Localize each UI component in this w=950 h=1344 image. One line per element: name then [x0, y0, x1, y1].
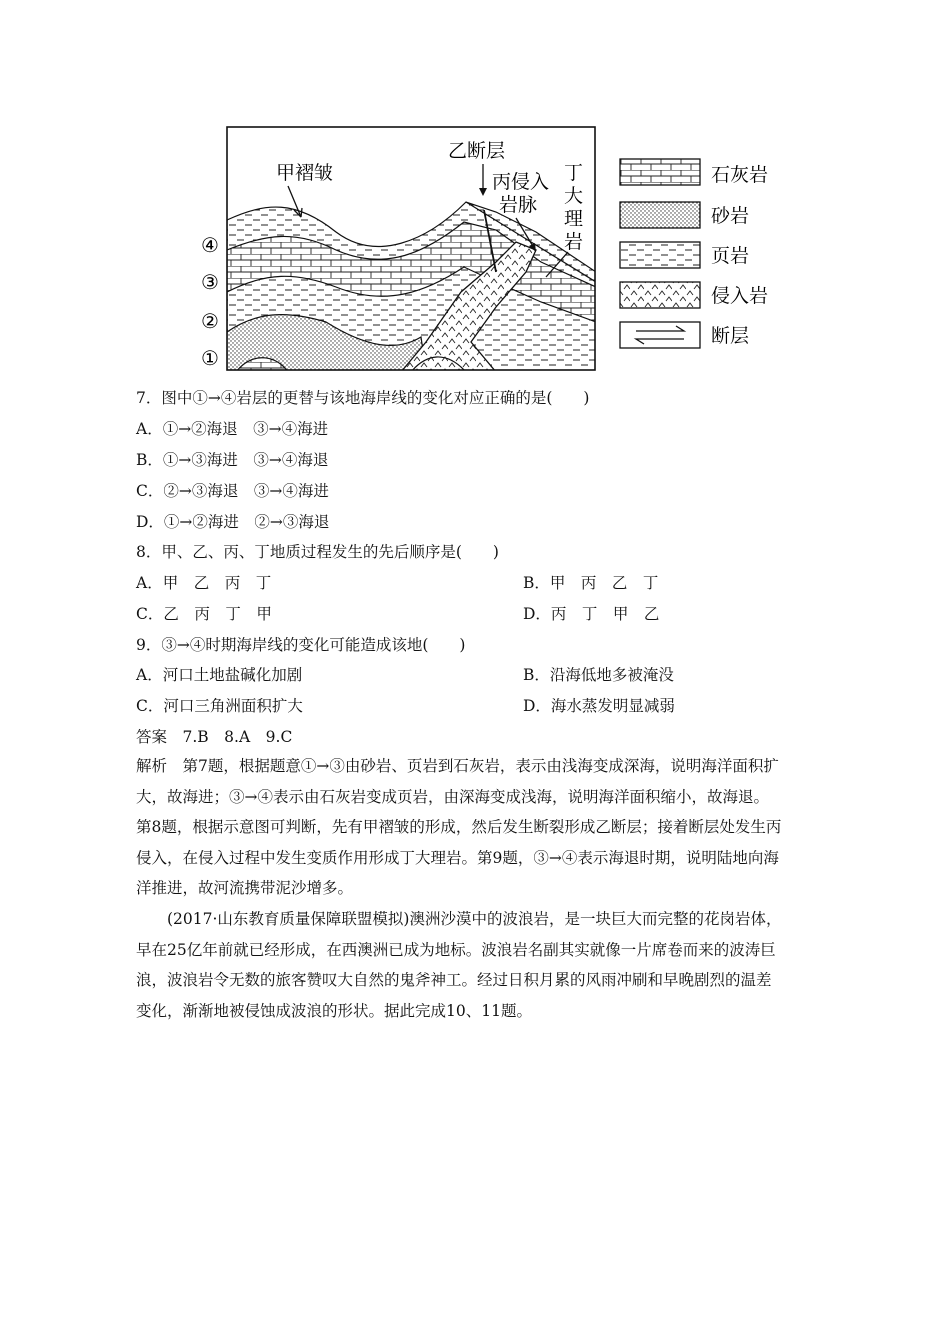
analysis-line: 解析 第7题，根据题意①→③由砂岩、页岩到石灰岩，表示由浅海变成深海，说明海洋面积扩	[136, 757, 779, 775]
legend-label-shale: 页岩	[711, 245, 750, 267]
passage-line: 变化，渐渐地被侵蚀成波浪的形状。据此完成10、11题。	[136, 1001, 532, 1020]
passage-line: 早在25亿年前就已经形成，在西澳洲已成为地标。波浪岩名副其实就像一片席卷而来的波涛巨	[136, 940, 776, 959]
fault-label: 乙断层	[448, 140, 506, 162]
q8-stem: 8．甲、乙、丙、丁地质过程发生的先后顺序是( )	[136, 543, 499, 561]
analysis-paragraph	[136, 751, 820, 904]
passage-line: (2017·山东教育质量保障联盟模拟)澳洲沙漠中的波浪岩，是一块巨大而完整的花岗岩体，	[136, 910, 782, 928]
marble-label-1: 丁	[564, 162, 584, 184]
legend-label-sandstone: 砂岩	[711, 205, 750, 227]
layer-number-3: ③	[201, 270, 219, 294]
passage-line: 浪，波浪岩令无数的旅客赞叹大自然的鬼斧神工。经过日积月累的风雨冲刷和早晚剧烈的温差	[136, 971, 772, 989]
q9-option-b: B．沿海低地多被淹没	[523, 666, 674, 684]
analysis-line: 大，故海进；③→④表示由石灰岩变成页岩，由深海变成浅海，说明海洋面积缩小，故海退。	[136, 787, 769, 806]
legend-swatch-shale	[620, 242, 700, 268]
dike-label-1: 丙侵入	[492, 171, 550, 193]
q7-option-d: D．①→②海进 ②→③海退	[136, 513, 330, 531]
legend-label-fault: 断层	[711, 325, 750, 347]
answer-line: 答案 7.B 8.A 9.C	[136, 728, 293, 746]
q9-option-d: D．海水蒸发明显减弱	[523, 697, 675, 715]
legend-swatch-sandstone	[620, 202, 700, 228]
marble-label-4: 岩	[564, 231, 584, 253]
q8-option-b: B．甲 丙 乙 丁	[523, 574, 659, 592]
q7-option-c: C．②→③海退 ③→④海进	[136, 482, 329, 500]
legend	[620, 159, 768, 348]
legend-swatch-limestone	[620, 159, 700, 185]
q9-option-c: C．河口三角洲面积扩大	[136, 697, 303, 715]
layer-number-4: ④	[201, 233, 219, 257]
geology-figure	[196, 122, 796, 374]
legend-swatch-fault	[620, 322, 700, 348]
layer-number-1: ①	[201, 346, 219, 370]
analysis-line: 洋推进，故河流携带泥沙增多。	[136, 879, 354, 897]
marble-label-2: 大	[564, 185, 584, 207]
q7-option-a: A．①→②海退 ③→④海进	[136, 420, 329, 438]
q8-option-c: C．乙 丙 丁 甲	[136, 605, 272, 623]
analysis-line: 第8题，根据示意图可判断，先有甲褶皱的形成，然后发生断裂形成乙断层；接着断层处发生丙	[136, 818, 782, 836]
q8-option-d: D．丙 丁 甲 乙	[523, 605, 660, 623]
q7-stem: 7．图中①→④岩层的更替与该地海岸线的变化对应正确的是( )	[136, 389, 590, 407]
layer-number-2: ②	[201, 309, 219, 333]
dike-label-2: 岩脉	[499, 194, 538, 216]
legend-label-limestone: 石灰岩	[711, 164, 769, 186]
legend-swatch-intrusive	[620, 282, 700, 308]
legend-label-intrusive: 侵入岩	[711, 285, 769, 307]
q8-option-a: A．甲 乙 丙 丁	[136, 574, 272, 592]
q9-option-a: A．河口土地盐碱化加剧	[136, 666, 303, 684]
q9-stem: 9．③→④时期海岸线的变化可能造成该地( )	[136, 636, 466, 654]
marble-label-3: 理	[564, 208, 584, 230]
q7-option-b: B．①→③海进 ③→④海退	[136, 451, 329, 469]
fold-label: 甲褶皱	[276, 162, 334, 184]
analysis-line: 侵入，在侵入过程中发生变质作用形成丁大理岩。第9题，③→④表示海退时期，说明陆地向海	[136, 848, 779, 867]
passage-paragraph	[136, 904, 820, 1026]
